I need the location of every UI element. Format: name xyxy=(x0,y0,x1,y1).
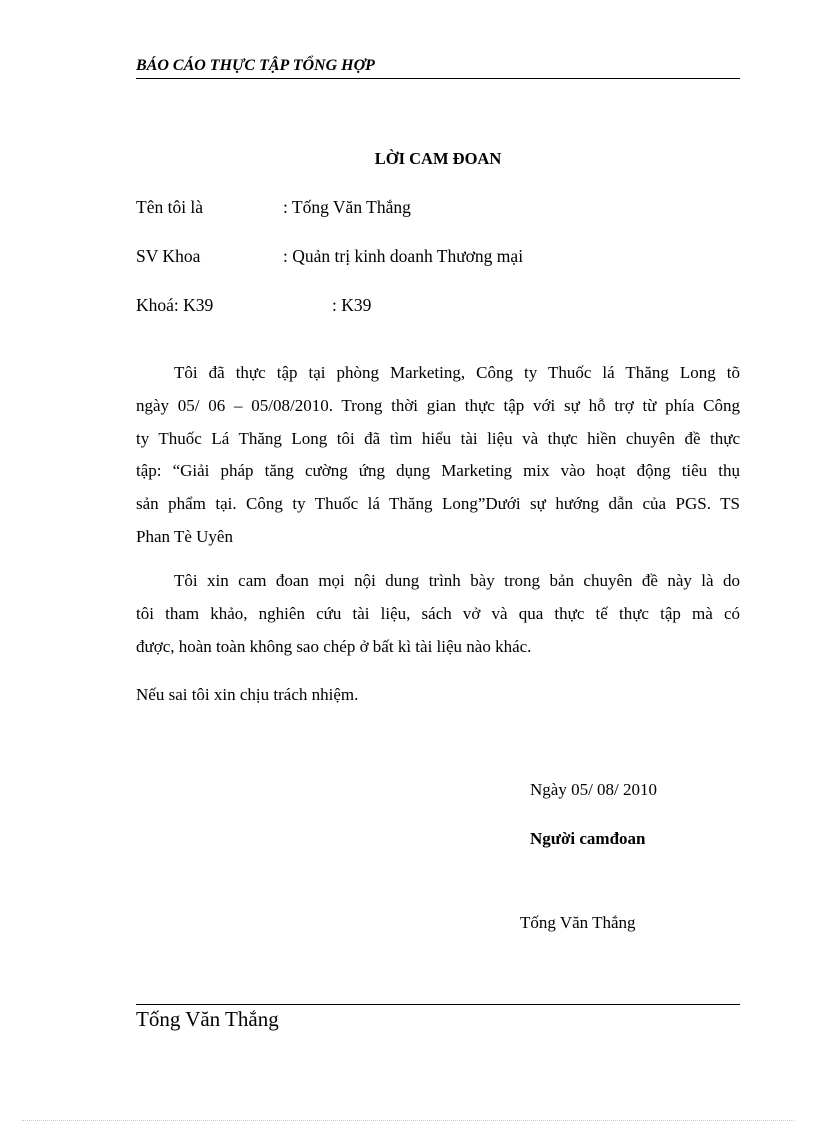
page-edge-divider xyxy=(22,1120,794,1121)
signature-role: Người camđoan xyxy=(530,829,646,848)
paragraph-line: Tôi đã thực tập tại phòng Marketing, Công ty Thuốc lá Thăng Long tõ xyxy=(174,363,740,382)
paragraph-internship xyxy=(136,357,740,554)
footer-author: Tống Văn Thắng xyxy=(136,1007,279,1031)
info-label: Tên tôi là xyxy=(136,197,204,217)
paragraph-line: ty Thuốc Lá Thăng Long tôi đã tìm hiểu tài liệu và thực hiền chuyên đề thực xyxy=(136,428,740,448)
paragraph-line: tôi tham khảo, nghiên cứu tài liệu, sách vở và qua thực tế thực tập mà có xyxy=(136,603,740,623)
header-title: BÁO CÁO THỰC TẬP TỔNG HỢP xyxy=(136,57,375,74)
paragraph-commitment xyxy=(136,565,740,663)
paragraph-line: tập: “Giải pháp tăng cường ứng dụng Marketing mix vào hoạt động tiêu thụ xyxy=(136,461,740,481)
page-header xyxy=(136,56,740,79)
info-value: : Tống Văn Thắng xyxy=(283,197,411,217)
paragraph-line: ngày 05/ 06 – 05/08/2010. Trong thời gian thực tập với sự hỗ trợ từ phía Công xyxy=(136,395,740,415)
signature-date: Ngày 05/ 08/ 2010 xyxy=(530,780,658,799)
info-label: Khoá: K39 xyxy=(136,295,214,315)
signature-name: Tống Văn Thắng xyxy=(520,913,636,932)
info-value: : K39 xyxy=(332,295,372,315)
info-value: : Quản trị kinh doanh Thương mại xyxy=(283,246,524,266)
closing-statement: Nếu sai tôi xin chịu trách nhiệm. xyxy=(136,685,359,704)
paragraph-line: Phan Tè Uyên xyxy=(136,526,233,546)
document-title: LỜI CAM ĐOAN xyxy=(374,149,502,168)
paragraph-line: sản phẩm tại. Công ty Thuốc lá Thăng Long”Dưới sự hướng dẫn của PGS. TS xyxy=(136,494,740,514)
paragraph-line: Tôi xin cam đoan mọi nội dung trình bày trong bản chuyên đề này là do xyxy=(174,571,740,590)
info-label: SV Khoa xyxy=(136,246,201,266)
paragraph-line: được, hoàn toàn không sao chép ở bất kì tài liệu nào khác. xyxy=(136,636,532,656)
footer-divider xyxy=(136,1004,740,1005)
